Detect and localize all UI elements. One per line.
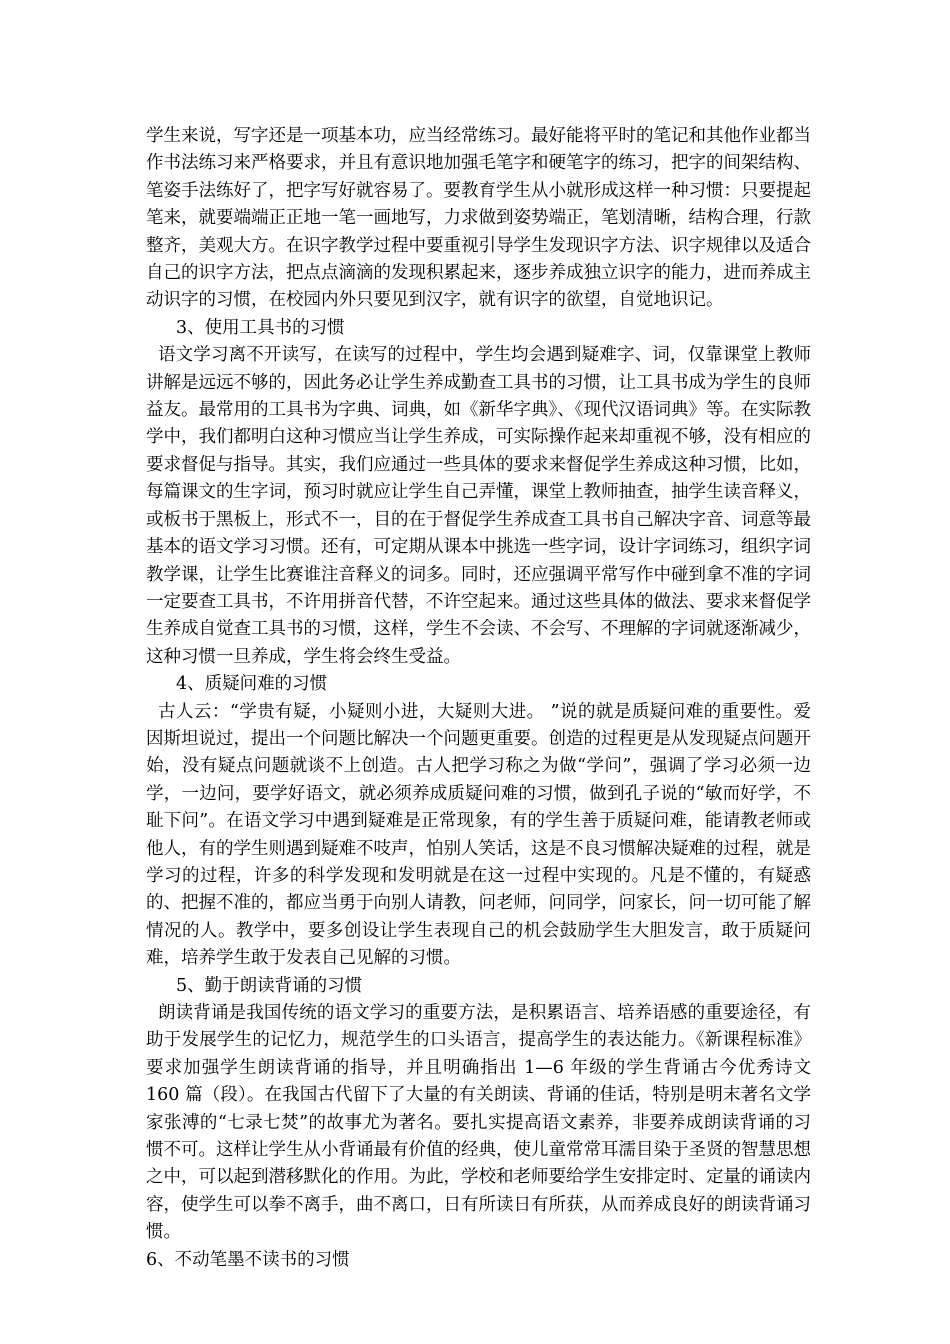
section-heading-reference-books: 3、使用工具书的习惯 (176, 317, 345, 338)
section-heading-note-taking: 6、不动笔墨不读书的习惯 (146, 1249, 350, 1270)
paragraph-recitation: 朗读背诵是我国传统的语文学习的重要方法，是积累语言、培养语感的重要途径，有助于发展学生的记忆力，规范学生的口头语言，提高学生的表达能力。《新课程标准》要求加强学生朗读背诵的指导，并且明确指出 1—6 年级的学生背诵古今优秀诗文 160 篇（段）。在我国古代留下了大量的有关朗读、背诵的佳话，特别是明末著名文学家张溥的“七录七焚”的故事尤为著名。要扎实提高语文素养，非要养成朗读背诵的习惯不可。这样让学生从小背诵最有价值的经典，使儿童常常耳濡目染于圣贤的智慧思想之中，可以起到潜移默化的作用。为此，学校和老师要给学生安排定时、定量的诵读内容，使学生可以拳不离手，曲不离口，日有所读日有所获，从而养成良好的朗读背诵习惯。 (146, 1003, 811, 1243)
paragraph-writing-habit: 学生来说，写字还是一项基本功，应当经常练习。最好能将平时的笔记和其他作业都当作书法练习来严格要求，并且有意识地加强毛笔字和硬笔字的练习，把字的间架结构、笔姿手法练好了，把字写好就容易了。要教育学生从小就形成这样一种习惯：只要提起笔来，就要端端正正地一笔一画地写，力求做到姿势端正，笔划清晰，结构合理，行款整齐，美观大方。在识字教学过程中要重视引导学生发现识字方法、识字规律以及适合自己的识字方法，把点点滴滴的发现积累起来，逐步养成独立识字的能力，进而养成主动识字的习惯，在校园内外只要见到汉字，就有识字的欲望，自觉地识记。 (146, 126, 811, 311)
section-heading-questioning: 4、质疑问难的习惯 (176, 674, 328, 695)
paragraph-reference-books: 语文学习离不开读写，在读写的过程中，学生均会遇到疑难字、词，仅靠课堂上教师讲解是远远不够的，因此务必让学生养成勤查工具书的习惯，让工具书成为学生的良师益友。最常用的工具书为字典、词典，如《新华字典》、《现代汉语词典》等。在实际教学中，我们都明白这种习惯应当让学生养成，可实际操作起来却重视不够，没有相应的要求督促与指导。其实，我们应通过一些具体的要求来督促学生养成这种习惯，比如，每篇课文的生字词，预习时就应让学生自己弄懂，课堂上教师抽查，抽学生读音释义，或板书于黑板上，形式不一，目的在于督促学生养成查工具书自己解决字音、词意等最基本的语文学习习惯。还有，可定期从课本中挑选一些字词，设计字词练习，组织字词教学课，让学生比赛谁注音释义的词多。同时，还应强调平常写作中碰到拿不准的字词一定要查工具书，不许用拼音代替，不许空起来。通过这些具体的做法、要求来督促学生养成自觉查工具书的习惯，这样，学生不会读、不会写、不理解的字词就逐渐减少，这种习惯一旦养成，学生将会终生受益。 (146, 345, 811, 667)
section-heading-recitation: 5、勤于朗读背诵的习惯 (176, 975, 363, 996)
paragraph-questioning: 古人云：“学贵有疑，小疑则小进，大疑则大进。 ”说的就是质疑问难的重要性。爱因斯坦说过，提出一个问题比解决一个问题更重要。创造的过程更是从发现疑点问题开始，没有疑点问题就谈不上创造。古人把学习称之为做“学问”，强调了学习必须一边学，一边问，要学好语文，就必须养成质疑问难的习惯，做到孔子说的“敏而好学，不耻下问”。在语文学习中遇到疑难是正常现象，有的学生善于质疑问难，能请教老师或他人，有的学生则遇到疑难不吱声，怕别人笑话，这是不良习惯解决疑难的过程，就是学习的过程，许多的科学发现和发明就是在这一过程中实现的。凡是不懂的，有疑惑的、把握不准的，都应当勇于向别人请教，问老师，问同学，问家长，问一切可能了解情况的人。教学中，要多创设让学生表现自己的机会鼓励学生大胆发言，敢于质疑问难，培养学生敢于发表自己见解的习惯。 (146, 701, 811, 969)
document-page (146, 123, 811, 1274)
